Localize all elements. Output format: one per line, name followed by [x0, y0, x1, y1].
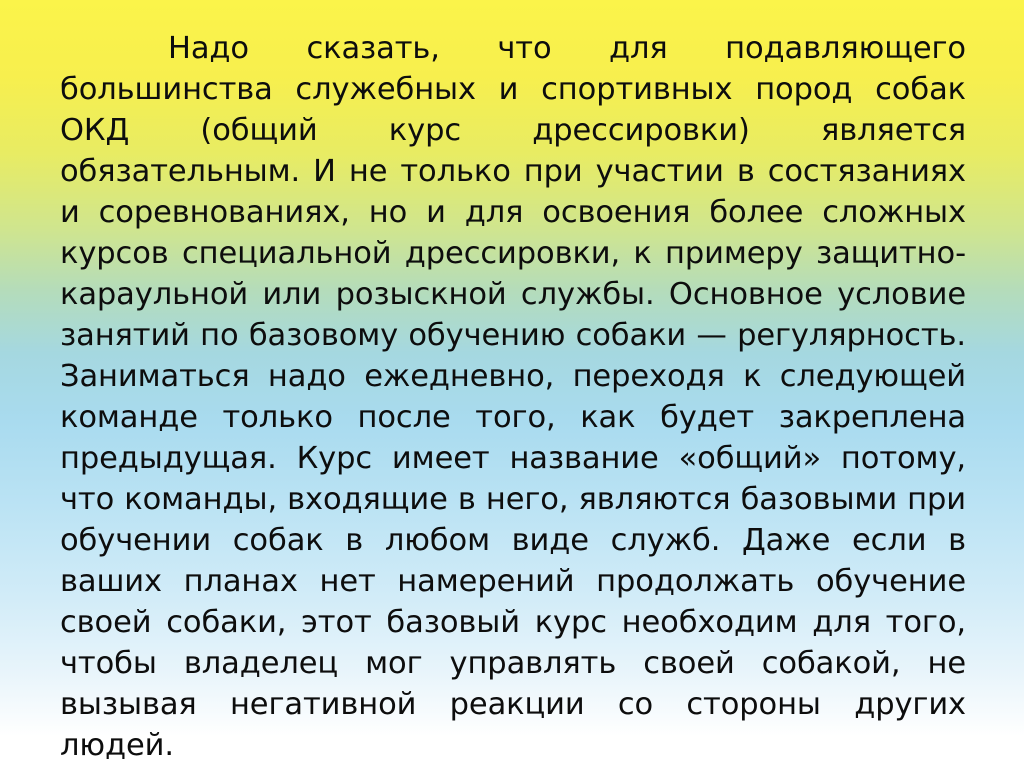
body-paragraph: Надо сказать, что для подавляющего большинства служебных и спортивных пород собак ОКД (общий курс дрессировки) является обязательным. И не только при участии в состязаниях и соревнованиях, но и для освоения более сложных курсов специальной дрессировки, к примеру защитно-караульной или розыскной службы. Основное условие занятий по базовому обучению собаки — регулярность. Заниматься надо ежедневно, переходя к следующей команде только после того, как будет закреплена предыдущая. Курс имеет название «общий» потому, что команды, входящие в него, являются базовыми при обучении собак в любом виде служб. Даже если в ваших планах нет намерений продолжать обучение своей собаки, этот базовый курс необходим для того, чтобы владелец мог управлять своей собакой, не вызывая негативной реакции со стороны других людей.: [60, 31, 966, 764]
slide-body: [60, 28, 966, 766]
